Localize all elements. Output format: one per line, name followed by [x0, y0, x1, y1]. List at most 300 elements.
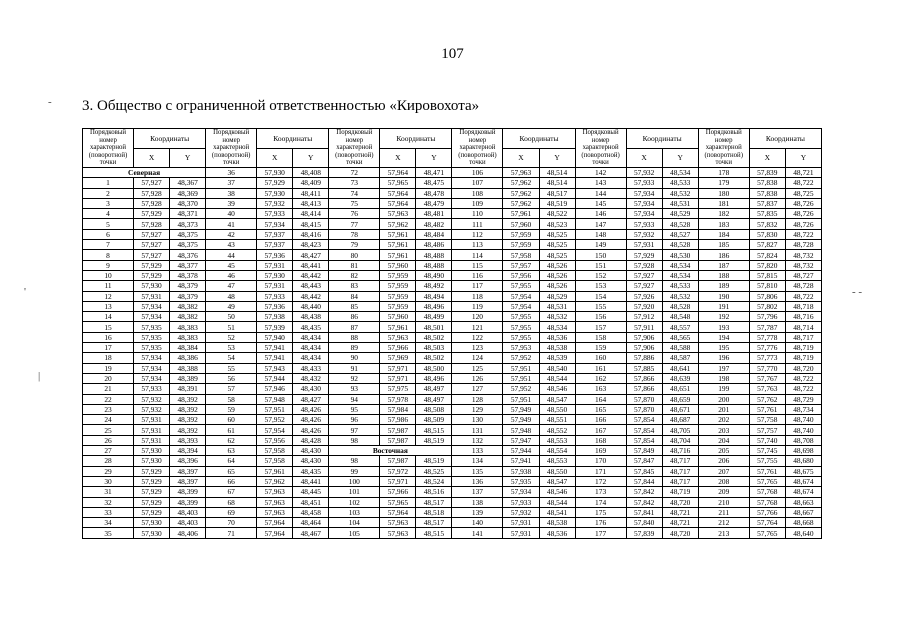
- coordinate-y: 48,376: [170, 250, 206, 260]
- table-row: [83, 363, 822, 373]
- coordinate-x: 57,757: [749, 425, 785, 435]
- coordinate-x: 57,761: [749, 404, 785, 414]
- coordinate-y: 48,538: [539, 518, 575, 528]
- coordinate-y: 48,399: [170, 487, 206, 497]
- point-number: 71: [206, 528, 257, 538]
- point-number: 77: [329, 219, 380, 229]
- coordinate-x: 57,948: [257, 394, 293, 404]
- coordinate-y: 48,698: [785, 446, 821, 456]
- page-number: 107: [441, 46, 464, 62]
- coordinate-x: 57,932: [134, 404, 170, 414]
- coordinate-y: 48,443: [293, 281, 329, 291]
- coordinate-y: 48,533: [662, 178, 698, 188]
- point-number: 117: [452, 281, 503, 291]
- coordinate-x: 57,832: [749, 219, 785, 229]
- coordinate-y: 48,639: [662, 373, 698, 383]
- coordinate-y: 48,378: [170, 270, 206, 280]
- point-number-header: Порядковый номер характерной (поворотной) точки: [452, 129, 503, 168]
- coordinate-x: 57,849: [626, 446, 662, 456]
- point-number: 55: [206, 363, 257, 373]
- point-number: 191: [698, 301, 749, 311]
- coordinate-x: 57,946: [257, 384, 293, 394]
- table-row: [83, 250, 822, 260]
- coordinate-x: 57,966: [380, 487, 416, 497]
- coordinate-x: 57,845: [626, 466, 662, 476]
- point-number: 143: [575, 178, 626, 188]
- point-number: 162: [575, 373, 626, 383]
- coordinate-y: 48,740: [785, 425, 821, 435]
- coordinate-y: 48,391: [170, 384, 206, 394]
- coordinate-y: 48,740: [785, 415, 821, 425]
- point-number: 102: [329, 497, 380, 507]
- coordinate-x: 57,971: [380, 373, 416, 383]
- point-number: 79: [329, 240, 380, 250]
- coordinate-x: 57,964: [380, 188, 416, 198]
- coordinate-y: 48,716: [662, 446, 698, 456]
- coordinate-x: 57,960: [380, 312, 416, 322]
- coordinate-x: 57,934: [134, 373, 170, 383]
- coordinate-x: 57,971: [380, 476, 416, 486]
- point-number: 25: [83, 425, 134, 435]
- point-number: 51: [206, 322, 257, 332]
- coordinate-x: 57,835: [749, 209, 785, 219]
- point-number: 184: [698, 229, 749, 239]
- coordinate-y: 48,517: [416, 518, 452, 528]
- x-column-header: X: [503, 149, 539, 168]
- point-number: 171: [575, 466, 626, 476]
- coordinate-x: 57,966: [380, 343, 416, 353]
- point-number: 35: [83, 528, 134, 538]
- coordinate-y: 48,508: [416, 404, 452, 414]
- coordinate-x: 57,841: [626, 507, 662, 517]
- coordinate-y: 48,515: [416, 425, 452, 435]
- coordinate-x: 57,765: [749, 476, 785, 486]
- coordinate-y: 48,527: [662, 229, 698, 239]
- point-number: 159: [575, 343, 626, 353]
- coordinate-x: 57,930: [257, 270, 293, 280]
- table-row: [83, 415, 822, 425]
- point-number: 106: [452, 168, 503, 178]
- coordinate-x: 57,962: [503, 178, 539, 188]
- point-number: 70: [206, 518, 257, 528]
- coordinate-y: 48,413: [293, 198, 329, 208]
- coordinate-y: 48,392: [170, 404, 206, 414]
- point-number: 52: [206, 332, 257, 342]
- coordinate-x: 57,936: [257, 301, 293, 311]
- table-row: [83, 188, 822, 198]
- coordinate-x: 57,933: [134, 384, 170, 394]
- coordinate-y: 48,502: [416, 332, 452, 342]
- point-number: 129: [452, 404, 503, 414]
- coordinate-x: 57,978: [380, 394, 416, 404]
- coordinate-x: 57,929: [626, 250, 662, 260]
- point-number: 6: [83, 229, 134, 239]
- coordinate-y: 48,536: [539, 332, 575, 342]
- coordinate-y: 48,397: [170, 466, 206, 476]
- coordinate-x: 57,933: [257, 209, 293, 219]
- point-number: 204: [698, 435, 749, 445]
- coordinate-y: 48,531: [539, 301, 575, 311]
- point-number: 186: [698, 250, 749, 260]
- coordinate-y: 48,471: [416, 168, 452, 178]
- coordinate-x: 57,866: [626, 373, 662, 383]
- coordinate-y: 48,721: [785, 168, 821, 178]
- coordinate-y: 48,722: [785, 178, 821, 188]
- coordinate-x: 57,959: [380, 281, 416, 291]
- coordinate-x: 57,960: [380, 260, 416, 270]
- coordinate-x: 57,927: [626, 281, 662, 291]
- coordinate-x: 57,939: [257, 322, 293, 332]
- point-number: 175: [575, 507, 626, 517]
- point-number: 136: [452, 476, 503, 486]
- coordinate-y: 48,727: [785, 270, 821, 280]
- coordinate-x: 57,906: [626, 343, 662, 353]
- coordinate-x: 57,929: [134, 497, 170, 507]
- coordinate-y: 48,532: [662, 188, 698, 198]
- point-number: 158: [575, 332, 626, 342]
- coordinate-x: 57,934: [626, 209, 662, 219]
- point-number: 45: [206, 260, 257, 270]
- coordinate-x: 57,776: [749, 343, 785, 353]
- coordinate-y: 48,551: [539, 415, 575, 425]
- coordinate-y: 48,509: [416, 415, 452, 425]
- coordinate-y: 48,546: [539, 384, 575, 394]
- coordinate-y: 48,497: [416, 384, 452, 394]
- point-number: 85: [329, 301, 380, 311]
- coordinate-x: 57,958: [503, 250, 539, 260]
- coordinate-x: 57,961: [380, 229, 416, 239]
- coordinate-y: 48,732: [785, 250, 821, 260]
- coordinate-y: 48,383: [170, 322, 206, 332]
- coordinate-y: 48,534: [539, 322, 575, 332]
- coordinate-y: 48,532: [662, 291, 698, 301]
- coordinate-y: 48,441: [293, 260, 329, 270]
- coordinate-y: 48,528: [662, 240, 698, 250]
- coordinate-y: 48,550: [539, 404, 575, 414]
- table-row: [83, 466, 822, 476]
- point-number: 27: [83, 446, 134, 456]
- point-number-header: Порядковый номер характерной (поворотной) точки: [206, 129, 257, 168]
- coordinate-y: 48,414: [293, 209, 329, 219]
- coordinate-y: 48,721: [662, 518, 698, 528]
- coordinate-y: 48,438: [293, 312, 329, 322]
- coordinate-y: 48,403: [170, 518, 206, 528]
- coordinate-x: 57,955: [503, 332, 539, 342]
- coordinate-x: 57,824: [749, 250, 785, 260]
- coordinate-y: 48,544: [539, 373, 575, 383]
- coordinate-x: 57,963: [380, 528, 416, 538]
- point-number: 101: [329, 487, 380, 497]
- point-number: 112: [452, 229, 503, 239]
- point-number: 60: [206, 415, 257, 425]
- point-number: 61: [206, 425, 257, 435]
- point-number: 58: [206, 394, 257, 404]
- point-number: 189: [698, 281, 749, 291]
- coordinate-x: 57,930: [134, 281, 170, 291]
- coordinate-x: 57,854: [626, 415, 662, 425]
- coordinate-x: 57,758: [749, 415, 785, 425]
- coordinate-x: 57,958: [257, 446, 293, 456]
- coordinate-y: 48,687: [662, 415, 698, 425]
- point-number: 139: [452, 507, 503, 517]
- coordinate-y: 48,541: [539, 507, 575, 517]
- point-number: 5: [83, 219, 134, 229]
- point-number-header: Порядковый номер характерной (поворотной) точки: [575, 129, 626, 168]
- point-number: 114: [452, 250, 503, 260]
- coordinate-y: 48,392: [170, 394, 206, 404]
- point-number: 138: [452, 497, 503, 507]
- coordinate-y: 48,501: [416, 322, 452, 332]
- point-number: 144: [575, 188, 626, 198]
- coordinate-y: 48,481: [416, 209, 452, 219]
- table-row: [83, 209, 822, 219]
- coordinate-y: 48,517: [416, 497, 452, 507]
- coordinate-x: 57,837: [749, 198, 785, 208]
- coordinate-y: 48,379: [170, 281, 206, 291]
- table-row: [83, 394, 822, 404]
- point-number: 9: [83, 260, 134, 270]
- point-number: 50: [206, 312, 257, 322]
- coordinate-x: 57,963: [380, 209, 416, 219]
- coordinate-x: 57,827: [749, 240, 785, 250]
- coordinates-header: Координаты: [503, 129, 575, 149]
- coordinate-x: 57,931: [134, 415, 170, 425]
- coordinate-y: 48,725: [785, 188, 821, 198]
- point-number: 147: [575, 219, 626, 229]
- coordinate-y: 48,722: [785, 373, 821, 383]
- coordinate-x: 57,962: [503, 188, 539, 198]
- coordinate-y: 48,526: [539, 270, 575, 280]
- point-number: 151: [575, 260, 626, 270]
- coordinate-x: 57,930: [134, 528, 170, 538]
- coordinate-y: 48,728: [785, 240, 821, 250]
- point-number: 53: [206, 343, 257, 353]
- coordinate-y: 48,663: [785, 497, 821, 507]
- coordinate-y: 48,406: [170, 528, 206, 538]
- table-row: [83, 446, 822, 456]
- point-number: 197: [698, 363, 749, 373]
- scan-mark: ': [24, 286, 26, 298]
- coordinate-x: 57,778: [749, 332, 785, 342]
- point-number: 145: [575, 198, 626, 208]
- coordinate-x: 57,911: [626, 322, 662, 332]
- coordinate-y: 48,546: [539, 487, 575, 497]
- coordinate-x: 57,920: [626, 301, 662, 311]
- point-number: 104: [329, 518, 380, 528]
- table-row: [83, 435, 822, 445]
- coordinate-x: 57,787: [749, 322, 785, 332]
- coordinate-x: 57,770: [749, 363, 785, 373]
- coordinate-y: 48,547: [539, 476, 575, 486]
- coordinate-x: 57,870: [626, 404, 662, 414]
- coordinate-y: 48,430: [293, 456, 329, 466]
- coordinate-x: 57,944: [503, 446, 539, 456]
- coordinate-y: 48,499: [416, 312, 452, 322]
- point-number: 88: [329, 332, 380, 342]
- coordinate-y: 48,519: [416, 456, 452, 466]
- point-number: 65: [206, 466, 257, 476]
- coordinate-x: 57,961: [380, 240, 416, 250]
- point-number-header: Порядковый номер характерной (поворотной) точки: [83, 129, 134, 168]
- point-number: 8: [83, 250, 134, 260]
- coordinate-y: 48,519: [416, 435, 452, 445]
- coordinate-y: 48,475: [416, 178, 452, 188]
- coordinate-x: 57,937: [257, 229, 293, 239]
- coordinate-x: 57,961: [380, 250, 416, 260]
- point-number: 95: [329, 404, 380, 414]
- table-row: [83, 240, 822, 250]
- x-column-header: X: [749, 149, 785, 168]
- point-number: 185: [698, 240, 749, 250]
- coordinate-x: 57,764: [749, 518, 785, 528]
- point-number: 2: [83, 188, 134, 198]
- point-number: 86: [329, 312, 380, 322]
- coordinate-x: 57,933: [626, 219, 662, 229]
- point-number: 176: [575, 518, 626, 528]
- point-number: 13: [83, 301, 134, 311]
- point-number: 91: [329, 363, 380, 373]
- point-number: 94: [329, 394, 380, 404]
- point-number: 146: [575, 209, 626, 219]
- coordinate-x: 57,885: [626, 363, 662, 373]
- coordinate-y: 48,722: [785, 291, 821, 301]
- coordinate-x: 57,929: [134, 209, 170, 219]
- coordinate-x: 57,932: [134, 394, 170, 404]
- point-number: 153: [575, 281, 626, 291]
- coordinate-y: 48,377: [170, 260, 206, 270]
- point-number: 113: [452, 240, 503, 250]
- coordinate-y: 48,722: [785, 384, 821, 394]
- coordinate-x: 57,962: [503, 198, 539, 208]
- coordinate-x: 57,963: [380, 332, 416, 342]
- point-number: 195: [698, 343, 749, 353]
- coordinate-x: 57,938: [503, 466, 539, 476]
- coordinate-x: 57,937: [257, 240, 293, 250]
- coordinate-y: 48,671: [662, 404, 698, 414]
- coordinate-x: 57,987: [380, 435, 416, 445]
- coordinate-y: 48,392: [170, 415, 206, 425]
- x-column-header: X: [257, 149, 293, 168]
- coordinate-x: 57,964: [257, 528, 293, 538]
- point-number: 67: [206, 487, 257, 497]
- coordinate-y: 48,717: [662, 456, 698, 466]
- coordinate-y: 48,526: [539, 281, 575, 291]
- point-number: 198: [698, 373, 749, 383]
- coordinates-header: Координаты: [380, 129, 452, 149]
- coordinate-x: 57,933: [257, 291, 293, 301]
- coordinate-y: 48,396: [170, 456, 206, 466]
- point-number: 187: [698, 260, 749, 270]
- point-number: 37: [206, 178, 257, 188]
- coordinate-x: 57,929: [134, 487, 170, 497]
- coordinate-x: 57,943: [257, 363, 293, 373]
- coordinate-y: 48,525: [416, 466, 452, 476]
- point-number: 3: [83, 198, 134, 208]
- coordinate-x: 57,959: [380, 301, 416, 311]
- coordinate-y: 48,467: [293, 528, 329, 538]
- point-number: 19: [83, 363, 134, 373]
- table-row: [83, 384, 822, 394]
- coordinate-y: 48,427: [293, 250, 329, 260]
- coordinate-x: 57,934: [134, 353, 170, 363]
- coordinate-x: 57,929: [134, 260, 170, 270]
- coordinate-x: 57,929: [134, 507, 170, 517]
- point-number: 16: [83, 332, 134, 342]
- point-number: 202: [698, 415, 749, 425]
- coordinate-x: 57,927: [626, 270, 662, 280]
- coordinate-x: 57,932: [257, 198, 293, 208]
- table-row: [83, 476, 822, 486]
- point-number: 96: [329, 415, 380, 425]
- coordinate-y: 48,528: [662, 219, 698, 229]
- coordinate-x: 57,928: [134, 219, 170, 229]
- point-number: 157: [575, 322, 626, 332]
- coordinate-y: 48,734: [785, 404, 821, 414]
- y-column-header: Y: [170, 149, 206, 168]
- coordinate-y: 48,426: [293, 404, 329, 414]
- point-number: 72: [329, 168, 380, 178]
- point-number: 39: [206, 198, 257, 208]
- coordinate-y: 48,717: [785, 332, 821, 342]
- coordinate-y: 48,552: [539, 425, 575, 435]
- table-row: [83, 353, 822, 363]
- coordinate-y: 48,382: [170, 312, 206, 322]
- point-number: 107: [452, 178, 503, 188]
- point-number: 134: [452, 456, 503, 466]
- coordinate-x: 57,958: [257, 456, 293, 466]
- coordinate-x: 57,806: [749, 291, 785, 301]
- point-number: 11: [83, 281, 134, 291]
- coordinate-y: 48,674: [785, 487, 821, 497]
- point-number: 82: [329, 270, 380, 280]
- coordinate-x: 57,959: [503, 229, 539, 239]
- coordinate-x: 57,963: [380, 518, 416, 528]
- point-number: 20: [83, 373, 134, 383]
- point-number: 98: [329, 456, 380, 466]
- table-row: [83, 219, 822, 229]
- coordinate-y: 48,389: [170, 373, 206, 383]
- coordinate-y: 48,451: [293, 497, 329, 507]
- point-number: 14: [83, 312, 134, 322]
- coordinate-y: 48,371: [170, 209, 206, 219]
- coordinate-y: 48,482: [416, 219, 452, 229]
- point-number: 160: [575, 353, 626, 363]
- coordinate-y: 48,379: [170, 291, 206, 301]
- point-number: 66: [206, 476, 257, 486]
- point-number: 127: [452, 384, 503, 394]
- section-label-east: Восточная: [329, 446, 452, 456]
- coordinate-x: 57,971: [380, 363, 416, 373]
- point-number: 111: [452, 219, 503, 229]
- coordinate-y: 48,434: [293, 343, 329, 353]
- coordinate-y: 48,524: [416, 476, 452, 486]
- point-number: 183: [698, 219, 749, 229]
- coordinate-y: 48,708: [785, 435, 821, 445]
- y-column-header: Y: [416, 149, 452, 168]
- coordinate-x: 57,964: [380, 507, 416, 517]
- point-number: 90: [329, 353, 380, 363]
- point-number: 24: [83, 415, 134, 425]
- coordinate-y: 48,726: [785, 219, 821, 229]
- coordinate-y: 48,538: [539, 343, 575, 353]
- point-number: 56: [206, 373, 257, 383]
- point-number: 42: [206, 229, 257, 239]
- coordinate-y: 48,720: [662, 528, 698, 538]
- coordinate-y: 48,544: [539, 497, 575, 507]
- coordinate-x: 57,842: [626, 487, 662, 497]
- point-number: 46: [206, 270, 257, 280]
- point-number: 121: [452, 322, 503, 332]
